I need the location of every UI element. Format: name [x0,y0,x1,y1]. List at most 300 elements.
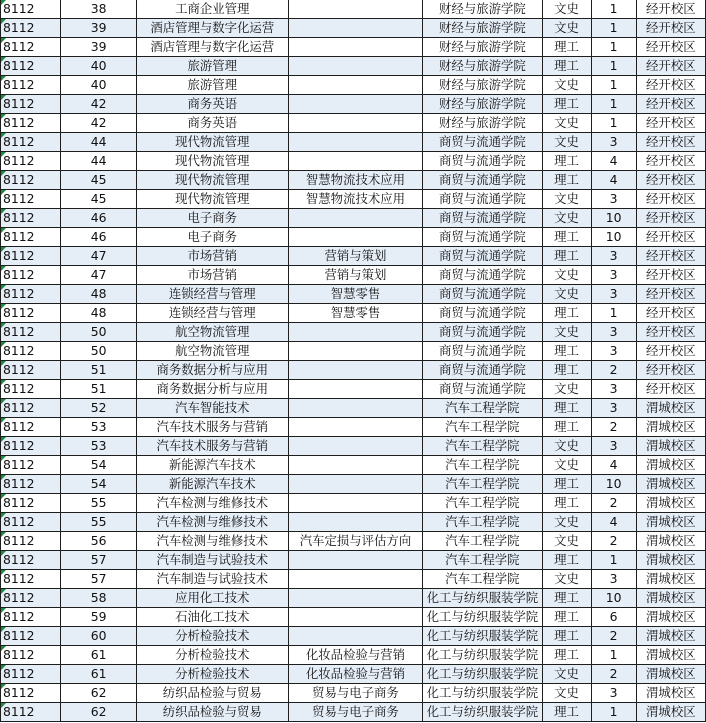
direction-cell[interactable] [288,437,423,456]
direction-cell[interactable] [288,475,423,494]
campus-code-cell[interactable]: 8112 [1,114,61,133]
campus-code-cell[interactable]: 8112 [1,171,61,190]
campus-cell[interactable]: 渭城校区 [636,399,705,418]
campus-cell[interactable]: 经开校区 [636,190,705,209]
major-number-cell[interactable]: 44 [61,152,136,171]
campus-code-cell[interactable]: 8112 [1,665,61,684]
plan-count-cell[interactable]: 1 [591,646,636,665]
campus-cell[interactable]: 经开校区 [636,0,705,19]
plan-count-cell[interactable]: 2 [591,418,636,437]
college-cell[interactable]: 商贸与流通学院 [423,247,542,266]
direction-cell[interactable] [288,608,423,627]
major-name-cell[interactable]: 连锁经营与管理 [136,304,288,323]
campus-code-cell[interactable]: 8112 [1,285,61,304]
major-name-cell[interactable]: 电子商务 [136,228,288,247]
direction-cell[interactable]: 营销与策划 [288,266,423,285]
campus-code-cell[interactable]: 8112 [1,57,61,76]
plan-count-cell[interactable]: 4 [591,171,636,190]
campus-code-cell[interactable]: 8112 [1,152,61,171]
major-name-cell[interactable]: 分析检验技术 [136,646,288,665]
major-name-cell[interactable]: 分析检验技术 [136,665,288,684]
campus-code-cell[interactable]: 8112 [1,399,61,418]
major-number-cell[interactable]: 58 [61,589,136,608]
campus-code-cell[interactable]: 8112 [1,532,61,551]
plan-count-cell[interactable]: 3 [591,266,636,285]
subject-type-cell[interactable]: 文史 [542,456,591,475]
plan-count-cell[interactable]: 2 [591,665,636,684]
major-number-cell[interactable]: 42 [61,114,136,133]
subject-type-cell[interactable]: 理工 [542,646,591,665]
major-name-cell[interactable]: 现代物流管理 [136,190,288,209]
direction-cell[interactable] [288,19,423,38]
plan-count-cell[interactable]: 4 [591,152,636,171]
campus-cell[interactable]: 经开校区 [636,304,705,323]
subject-type-cell[interactable]: 理工 [542,608,591,627]
subject-type-cell[interactable]: 理工 [542,228,591,247]
major-name-cell[interactable]: 石油化工技术 [136,608,288,627]
campus-cell[interactable]: 渭城校区 [636,418,705,437]
direction-cell[interactable]: 智慧物流技术应用 [288,190,423,209]
major-number-cell[interactable]: 38 [61,0,136,19]
plan-count-cell[interactable]: 2 [591,494,636,513]
direction-cell[interactable] [288,152,423,171]
subject-type-cell[interactable]: 文史 [542,190,591,209]
plan-count-cell[interactable]: 3 [591,323,636,342]
campus-code-cell[interactable]: 8112 [1,228,61,247]
subject-type-cell[interactable]: 理工 [542,399,591,418]
major-name-cell[interactable]: 酒店管理与数字化运营 [136,38,288,57]
campus-code-cell[interactable]: 8112 [1,475,61,494]
major-number-cell[interactable]: 48 [61,285,136,304]
campus-code-cell[interactable]: 8112 [1,247,61,266]
subject-type-cell[interactable]: 文史 [542,266,591,285]
campus-code-cell[interactable]: 8112 [1,76,61,95]
major-number-cell[interactable]: 57 [61,551,136,570]
direction-cell[interactable]: 智慧零售 [288,285,423,304]
subject-type-cell[interactable]: 理工 [542,152,591,171]
subject-type-cell[interactable]: 理工 [542,418,591,437]
plan-count-cell[interactable]: 3 [591,684,636,703]
subject-type-cell[interactable]: 文史 [542,209,591,228]
college-cell[interactable]: 化工与纺织服装学院 [423,589,542,608]
college-cell[interactable]: 汽车工程学院 [423,418,542,437]
major-number-cell[interactable]: 51 [61,361,136,380]
college-cell[interactable]: 商贸与流通学院 [423,304,542,323]
subject-type-cell[interactable]: 文史 [542,513,591,532]
plan-count-cell[interactable]: 10 [591,228,636,247]
subject-type-cell[interactable]: 理工 [542,247,591,266]
direction-cell[interactable] [288,0,423,19]
plan-count-cell[interactable]: 1 [591,19,636,38]
subject-type-cell[interactable]: 理工 [542,361,591,380]
campus-code-cell[interactable]: 8112 [1,437,61,456]
campus-cell[interactable]: 渭城校区 [636,703,705,722]
direction-cell[interactable] [288,76,423,95]
plan-count-cell[interactable]: 2 [591,532,636,551]
major-name-cell[interactable]: 汽车制造与试验技术 [136,570,288,589]
direction-cell[interactable] [288,342,423,361]
campus-code-cell[interactable]: 8112 [1,703,61,722]
plan-count-cell[interactable]: 1 [591,38,636,57]
major-number-cell[interactable]: 51 [61,380,136,399]
college-cell[interactable]: 汽车工程学院 [423,456,542,475]
subject-type-cell[interactable]: 理工 [542,304,591,323]
campus-code-cell[interactable]: 8112 [1,38,61,57]
plan-count-cell[interactable]: 3 [591,190,636,209]
direction-cell[interactable] [288,456,423,475]
direction-cell[interactable]: 汽车定损与评估方向 [288,532,423,551]
major-number-cell[interactable]: 46 [61,228,136,247]
direction-cell[interactable] [288,228,423,247]
campus-cell[interactable]: 渭城校区 [636,570,705,589]
major-name-cell[interactable]: 商务数据分析与应用 [136,361,288,380]
campus-cell[interactable]: 经开校区 [636,342,705,361]
subject-type-cell[interactable]: 文史 [542,665,591,684]
plan-count-cell[interactable]: 6 [591,608,636,627]
major-name-cell[interactable]: 纺织品检验与贸易 [136,703,288,722]
campus-cell[interactable]: 经开校区 [636,228,705,247]
campus-cell[interactable]: 经开校区 [636,323,705,342]
major-name-cell[interactable]: 纺织品检验与贸易 [136,684,288,703]
college-cell[interactable]: 汽车工程学院 [423,551,542,570]
major-number-cell[interactable]: 57 [61,570,136,589]
subject-type-cell[interactable]: 理工 [542,589,591,608]
plan-count-cell[interactable]: 1 [591,114,636,133]
college-cell[interactable]: 汽车工程学院 [423,399,542,418]
direction-cell[interactable]: 贸易与电子商务 [288,703,423,722]
college-cell[interactable]: 财经与旅游学院 [423,95,542,114]
campus-cell[interactable]: 经开校区 [636,76,705,95]
college-cell[interactable]: 财经与旅游学院 [423,19,542,38]
plan-count-cell[interactable]: 10 [591,475,636,494]
campus-code-cell[interactable]: 8112 [1,380,61,399]
college-cell[interactable]: 化工与纺织服装学院 [423,665,542,684]
major-name-cell[interactable]: 汽车技术服务与营销 [136,437,288,456]
college-cell[interactable]: 商贸与流通学院 [423,266,542,285]
college-cell[interactable]: 商贸与流通学院 [423,285,542,304]
major-name-cell[interactable]: 市场营销 [136,266,288,285]
plan-count-cell[interactable]: 1 [591,0,636,19]
campus-cell[interactable]: 渭城校区 [636,608,705,627]
major-number-cell[interactable]: 53 [61,437,136,456]
campus-cell[interactable]: 经开校区 [636,266,705,285]
campus-cell[interactable]: 经开校区 [636,380,705,399]
major-name-cell[interactable]: 连锁经营与管理 [136,285,288,304]
plan-count-cell[interactable]: 3 [591,437,636,456]
major-name-cell[interactable]: 酒店管理与数字化运营 [136,19,288,38]
direction-cell[interactable] [288,209,423,228]
major-name-cell[interactable]: 汽车检测与维修技术 [136,494,288,513]
subject-type-cell[interactable]: 文史 [542,684,591,703]
campus-cell[interactable]: 经开校区 [636,247,705,266]
major-number-cell[interactable]: 61 [61,665,136,684]
college-cell[interactable]: 财经与旅游学院 [423,57,542,76]
campus-code-cell[interactable]: 8112 [1,684,61,703]
plan-count-cell[interactable]: 3 [591,247,636,266]
subject-type-cell[interactable]: 理工 [542,342,591,361]
campus-code-cell[interactable]: 8112 [1,589,61,608]
college-cell[interactable]: 化工与纺织服装学院 [423,608,542,627]
college-cell[interactable]: 财经与旅游学院 [423,38,542,57]
college-cell[interactable]: 商贸与流通学院 [423,171,542,190]
campus-cell[interactable]: 渭城校区 [636,665,705,684]
subject-type-cell[interactable]: 文史 [542,19,591,38]
subject-type-cell[interactable]: 文史 [542,76,591,95]
subject-type-cell[interactable]: 文史 [542,380,591,399]
campus-cell[interactable]: 经开校区 [636,38,705,57]
campus-cell[interactable]: 渭城校区 [636,646,705,665]
campus-code-cell[interactable]: 8112 [1,570,61,589]
plan-count-cell[interactable]: 3 [591,133,636,152]
direction-cell[interactable] [288,361,423,380]
major-number-cell[interactable]: 39 [61,38,136,57]
major-number-cell[interactable]: 40 [61,76,136,95]
major-number-cell[interactable]: 45 [61,190,136,209]
college-cell[interactable]: 化工与纺织服装学院 [423,646,542,665]
direction-cell[interactable] [288,589,423,608]
campus-cell[interactable]: 渭城校区 [636,513,705,532]
campus-cell[interactable]: 经开校区 [636,95,705,114]
subject-type-cell[interactable]: 文史 [542,437,591,456]
direction-cell[interactable] [288,380,423,399]
major-name-cell[interactable]: 现代物流管理 [136,133,288,152]
campus-cell[interactable]: 经开校区 [636,152,705,171]
direction-cell[interactable]: 智慧零售 [288,304,423,323]
major-name-cell[interactable]: 汽车技术服务与营销 [136,418,288,437]
college-cell[interactable]: 汽车工程学院 [423,475,542,494]
major-name-cell[interactable]: 分析检验技术 [136,627,288,646]
major-name-cell[interactable]: 汽车检测与维修技术 [136,513,288,532]
major-number-cell[interactable]: 45 [61,171,136,190]
college-cell[interactable]: 商贸与流通学院 [423,361,542,380]
campus-code-cell[interactable]: 8112 [1,646,61,665]
major-name-cell[interactable]: 应用化工技术 [136,589,288,608]
direction-cell[interactable]: 化妆品检验与营销 [288,646,423,665]
direction-cell[interactable]: 智慧物流技术应用 [288,171,423,190]
direction-cell[interactable] [288,570,423,589]
direction-cell[interactable] [288,133,423,152]
campus-cell[interactable]: 渭城校区 [636,627,705,646]
campus-code-cell[interactable]: 8112 [1,133,61,152]
direction-cell[interactable] [288,38,423,57]
subject-type-cell[interactable]: 文史 [542,570,591,589]
direction-cell[interactable] [288,551,423,570]
college-cell[interactable]: 商贸与流通学院 [423,342,542,361]
major-number-cell[interactable]: 52 [61,399,136,418]
plan-count-cell[interactable]: 4 [591,456,636,475]
campus-cell[interactable]: 经开校区 [636,285,705,304]
direction-cell[interactable] [288,513,423,532]
campus-code-cell[interactable]: 8112 [1,19,61,38]
major-number-cell[interactable]: 40 [61,57,136,76]
major-name-cell[interactable]: 工商企业管理 [136,0,288,19]
plan-count-cell[interactable]: 1 [591,703,636,722]
campus-cell[interactable]: 渭城校区 [636,456,705,475]
college-cell[interactable]: 商贸与流通学院 [423,209,542,228]
campus-code-cell[interactable]: 8112 [1,304,61,323]
subject-type-cell[interactable]: 文史 [542,532,591,551]
major-name-cell[interactable]: 商务数据分析与应用 [136,380,288,399]
major-number-cell[interactable]: 39 [61,19,136,38]
major-name-cell[interactable]: 商务英语 [136,95,288,114]
campus-code-cell[interactable]: 8112 [1,608,61,627]
college-cell[interactable]: 商贸与流通学院 [423,152,542,171]
direction-cell[interactable] [288,627,423,646]
campus-code-cell[interactable]: 8112 [1,266,61,285]
subject-type-cell[interactable]: 理工 [542,475,591,494]
campus-cell[interactable]: 经开校区 [636,209,705,228]
subject-type-cell[interactable]: 文史 [542,0,591,19]
major-number-cell[interactable]: 55 [61,513,136,532]
major-name-cell[interactable]: 汽车检测与维修技术 [136,532,288,551]
direction-cell[interactable]: 营销与策划 [288,247,423,266]
major-name-cell[interactable]: 新能源汽车技术 [136,475,288,494]
plan-count-cell[interactable]: 1 [591,95,636,114]
college-cell[interactable]: 化工与纺织服装学院 [423,684,542,703]
campus-code-cell[interactable]: 8112 [1,342,61,361]
subject-type-cell[interactable]: 文史 [542,323,591,342]
plan-count-cell[interactable]: 1 [591,304,636,323]
plan-count-cell[interactable]: 3 [591,380,636,399]
major-name-cell[interactable]: 现代物流管理 [136,171,288,190]
major-number-cell[interactable]: 47 [61,247,136,266]
major-number-cell[interactable]: 44 [61,133,136,152]
campus-cell[interactable]: 经开校区 [636,171,705,190]
campus-code-cell[interactable]: 8112 [1,418,61,437]
subject-type-cell[interactable]: 理工 [542,703,591,722]
subject-type-cell[interactable]: 理工 [542,551,591,570]
subject-type-cell[interactable]: 文史 [542,114,591,133]
major-name-cell[interactable]: 电子商务 [136,209,288,228]
college-cell[interactable]: 化工与纺织服装学院 [423,703,542,722]
college-cell[interactable]: 汽车工程学院 [423,570,542,589]
subject-type-cell[interactable]: 理工 [542,38,591,57]
major-number-cell[interactable]: 47 [61,266,136,285]
campus-code-cell[interactable]: 8112 [1,361,61,380]
campus-cell[interactable]: 经开校区 [636,114,705,133]
plan-count-cell[interactable]: 4 [591,513,636,532]
major-number-cell[interactable]: 54 [61,475,136,494]
campus-cell[interactable]: 渭城校区 [636,684,705,703]
college-cell[interactable]: 汽车工程学院 [423,532,542,551]
direction-cell[interactable] [288,399,423,418]
major-number-cell[interactable]: 59 [61,608,136,627]
subject-type-cell[interactable]: 理工 [542,494,591,513]
plan-count-cell[interactable]: 3 [591,399,636,418]
major-name-cell[interactable]: 市场营销 [136,247,288,266]
direction-cell[interactable] [288,418,423,437]
campus-code-cell[interactable]: 8112 [1,209,61,228]
college-cell[interactable]: 商贸与流通学院 [423,190,542,209]
campus-code-cell[interactable]: 8112 [1,456,61,475]
plan-count-cell[interactable]: 3 [591,285,636,304]
plan-count-cell[interactable]: 3 [591,342,636,361]
plan-count-cell[interactable]: 10 [591,209,636,228]
college-cell[interactable]: 商贸与流通学院 [423,323,542,342]
major-number-cell[interactable]: 61 [61,646,136,665]
direction-cell[interactable] [288,95,423,114]
plan-count-cell[interactable]: 3 [591,570,636,589]
college-cell[interactable]: 商贸与流通学院 [423,380,542,399]
direction-cell[interactable] [288,57,423,76]
college-cell[interactable]: 化工与纺织服装学院 [423,627,542,646]
campus-cell[interactable]: 渭城校区 [636,551,705,570]
campus-code-cell[interactable]: 8112 [1,95,61,114]
campus-code-cell[interactable]: 8112 [1,323,61,342]
subject-type-cell[interactable]: 理工 [542,171,591,190]
campus-code-cell[interactable]: 8112 [1,0,61,19]
campus-cell[interactable]: 渭城校区 [636,589,705,608]
major-name-cell[interactable]: 航空物流管理 [136,323,288,342]
major-number-cell[interactable]: 55 [61,494,136,513]
major-name-cell[interactable]: 新能源汽车技术 [136,456,288,475]
campus-cell[interactable]: 经开校区 [636,19,705,38]
campus-cell[interactable]: 渭城校区 [636,475,705,494]
major-name-cell[interactable]: 航空物流管理 [136,342,288,361]
plan-count-cell[interactable]: 2 [591,627,636,646]
campus-code-cell[interactable]: 8112 [1,190,61,209]
campus-cell[interactable]: 经开校区 [636,361,705,380]
direction-cell[interactable]: 化妆品检验与营销 [288,665,423,684]
major-number-cell[interactable]: 48 [61,304,136,323]
major-number-cell[interactable]: 46 [61,209,136,228]
college-cell[interactable]: 商贸与流通学院 [423,133,542,152]
plan-count-cell[interactable]: 1 [591,57,636,76]
major-name-cell[interactable]: 商务英语 [136,114,288,133]
major-number-cell[interactable]: 42 [61,95,136,114]
major-number-cell[interactable]: 50 [61,323,136,342]
direction-cell[interactable] [288,323,423,342]
plan-count-cell[interactable]: 2 [591,361,636,380]
subject-type-cell[interactable]: 文史 [542,285,591,304]
college-cell[interactable]: 汽车工程学院 [423,513,542,532]
subject-type-cell[interactable]: 理工 [542,57,591,76]
plan-count-cell[interactable]: 1 [591,76,636,95]
direction-cell[interactable]: 贸易与电子商务 [288,684,423,703]
college-cell[interactable]: 财经与旅游学院 [423,0,542,19]
major-number-cell[interactable]: 60 [61,627,136,646]
college-cell[interactable]: 商贸与流通学院 [423,228,542,247]
major-name-cell[interactable]: 汽车智能技术 [136,399,288,418]
campus-code-cell[interactable]: 8112 [1,494,61,513]
major-number-cell[interactable]: 50 [61,342,136,361]
subject-type-cell[interactable]: 理工 [542,627,591,646]
plan-count-cell[interactable]: 10 [591,589,636,608]
major-name-cell[interactable]: 汽车制造与试验技术 [136,551,288,570]
campus-code-cell[interactable]: 8112 [1,551,61,570]
college-cell[interactable]: 汽车工程学院 [423,437,542,456]
direction-cell[interactable] [288,114,423,133]
campus-cell[interactable]: 经开校区 [636,133,705,152]
campus-code-cell[interactable]: 8112 [1,627,61,646]
major-name-cell[interactable]: 旅游管理 [136,57,288,76]
college-cell[interactable]: 财经与旅游学院 [423,76,542,95]
campus-cell[interactable]: 渭城校区 [636,494,705,513]
campus-cell[interactable]: 渭城校区 [636,437,705,456]
plan-count-cell[interactable]: 1 [591,551,636,570]
major-number-cell[interactable]: 53 [61,418,136,437]
major-number-cell[interactable]: 54 [61,456,136,475]
college-cell[interactable]: 汽车工程学院 [423,494,542,513]
subject-type-cell[interactable]: 理工 [542,95,591,114]
direction-cell[interactable] [288,494,423,513]
campus-cell[interactable]: 渭城校区 [636,532,705,551]
major-number-cell[interactable]: 56 [61,532,136,551]
college-cell[interactable]: 财经与旅游学院 [423,114,542,133]
major-number-cell[interactable]: 62 [61,684,136,703]
major-number-cell[interactable]: 62 [61,703,136,722]
major-name-cell[interactable]: 现代物流管理 [136,152,288,171]
